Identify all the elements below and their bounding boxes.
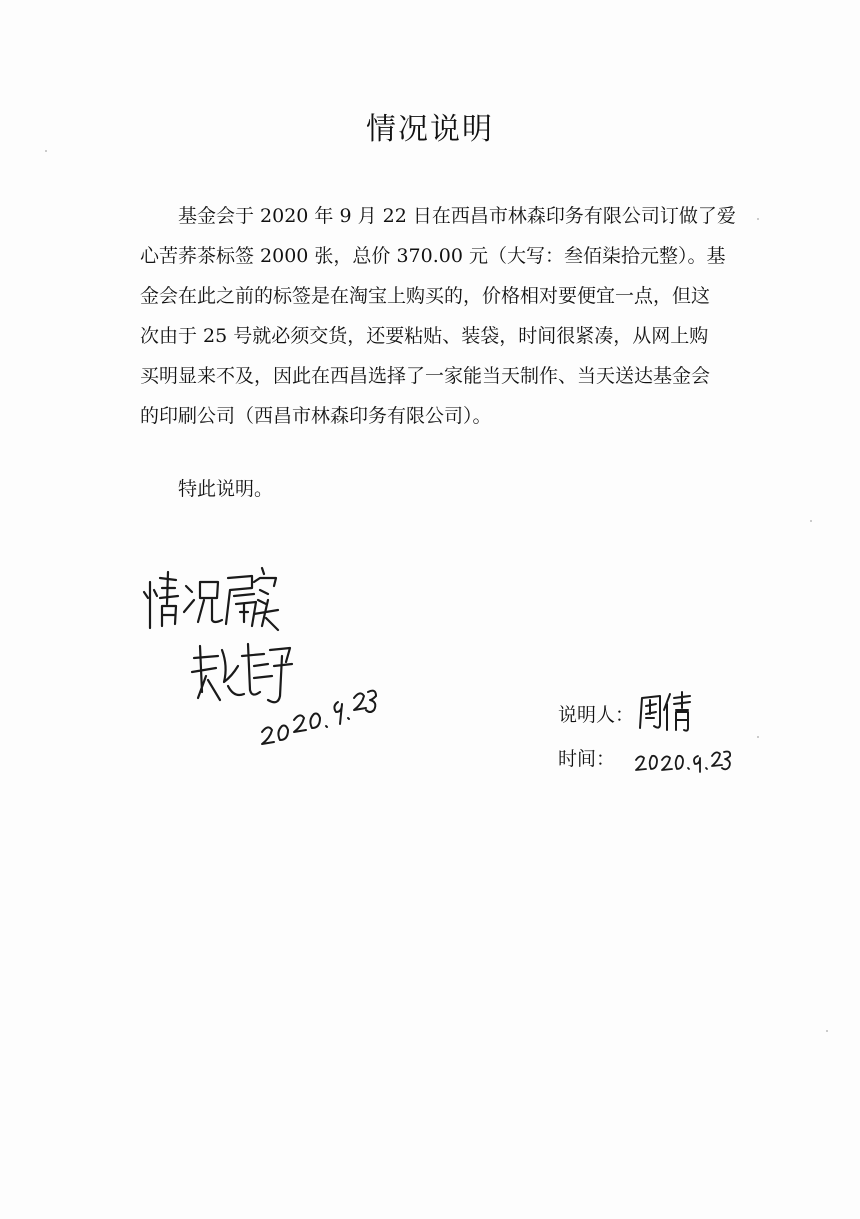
closing-statement: 特此说明。 (178, 478, 274, 500)
handwritten-statement-date (634, 744, 734, 778)
scan-speck (826, 1030, 828, 1032)
statement-by-label (558, 700, 634, 727)
scan-speck (810, 520, 812, 522)
document-body (140, 196, 740, 436)
handwritten-approval-note (140, 560, 280, 640)
handwritten-statement-signature (636, 690, 696, 734)
body-line: 次由于 25 号就必须交货，还要粘贴、装袋，时间很紧凑，从网上购 (140, 325, 709, 347)
body-line: 的印刷公司（西昌市林森印务有限公司）。 (140, 405, 492, 427)
body-line: 基金会于 2020 年 9 月 22 日在西昌市林森印务有限公司订做了爱 (178, 205, 736, 227)
time-label-text: 时间： (558, 748, 616, 770)
scan-speck (45, 150, 47, 152)
scan-speck (757, 736, 759, 738)
scan-speck (757, 218, 759, 220)
statement-by-text: 说明人： (558, 704, 635, 726)
time-label (558, 744, 615, 771)
handwritten-approval-date (256, 676, 386, 752)
document-title: 情况说明 (366, 112, 494, 147)
body-line: 买明显来不及，因此在西昌选择了一家能当天制作、当天送达基金会 (140, 365, 711, 387)
body-line: 心苦荞茶标签 2000 张，总价 370.00 元（大写：叁佰柒拾元整）。基 (140, 245, 726, 267)
body-line: 金会在此之前的标签是在淘宝上购买的，价格相对要便宜一点，但这 (140, 285, 711, 307)
